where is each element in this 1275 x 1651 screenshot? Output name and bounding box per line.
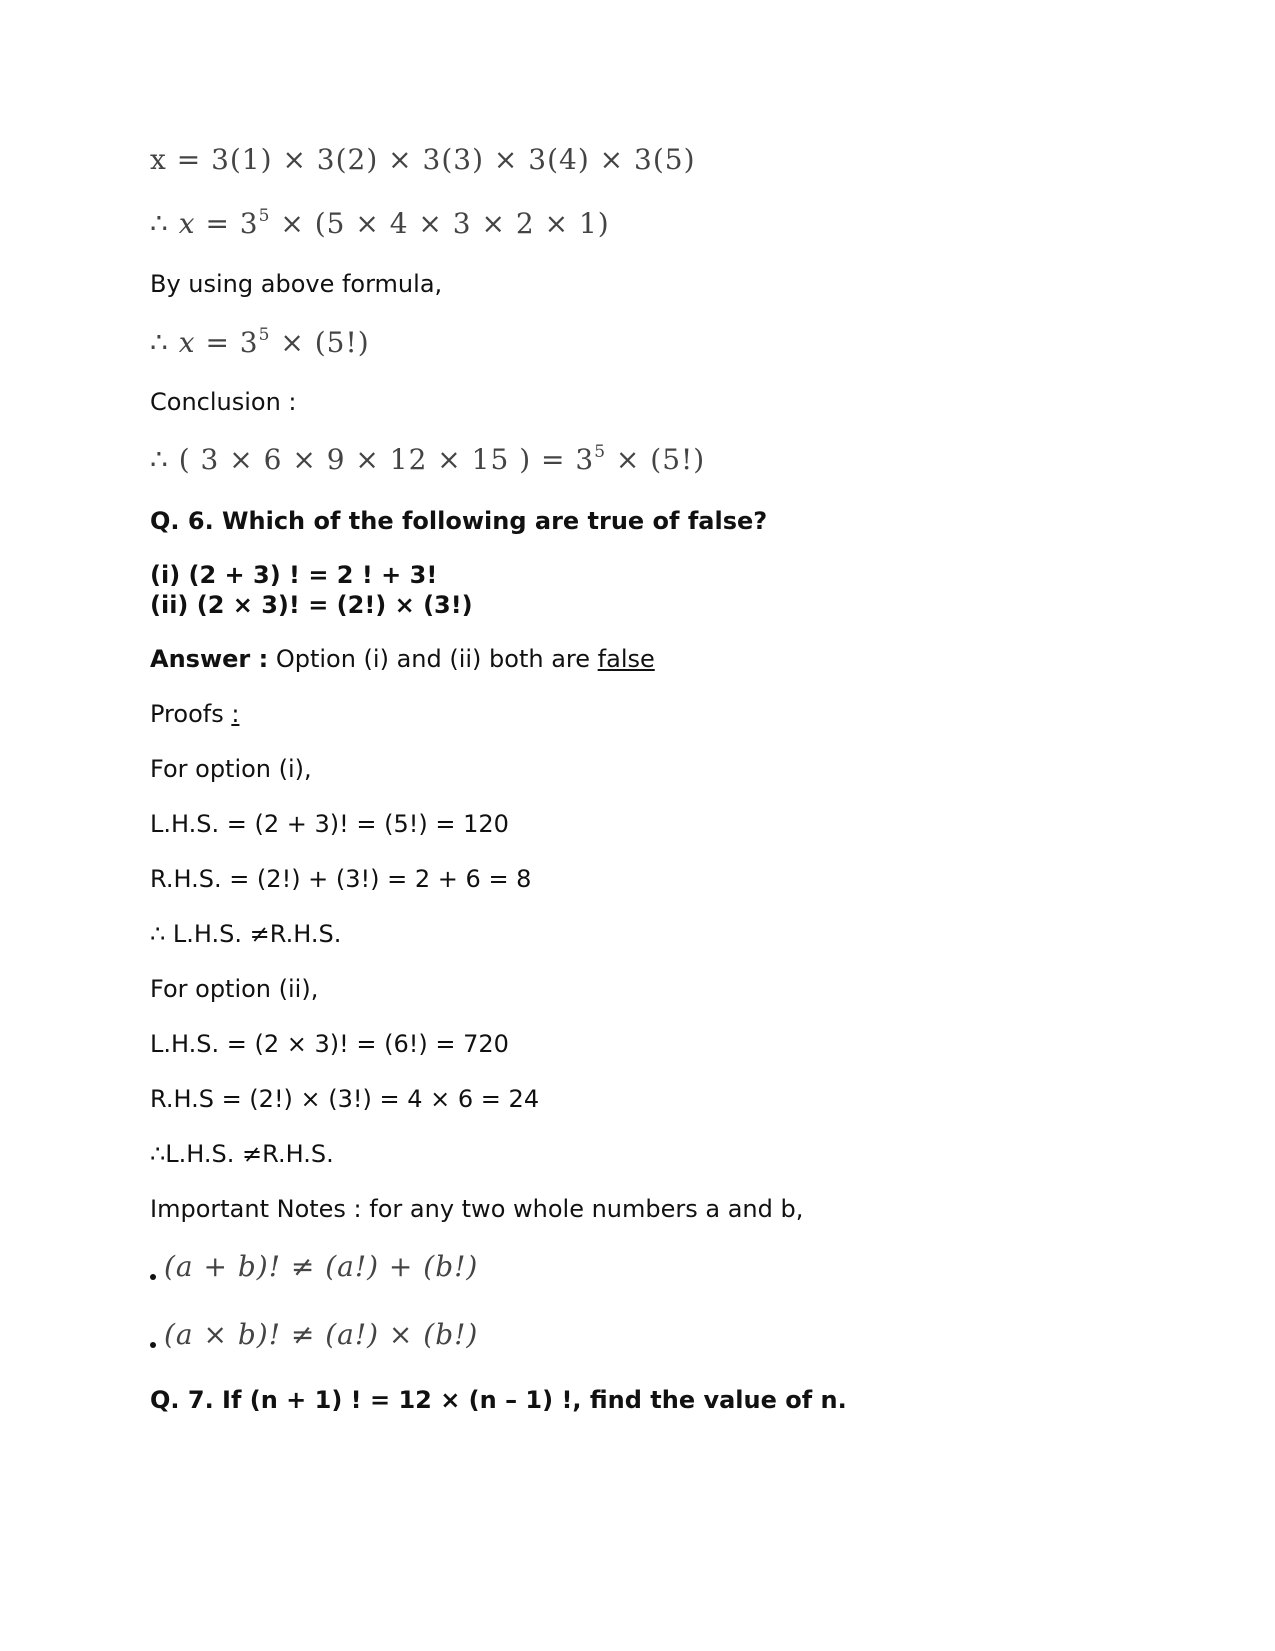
eq3-equals: = 3 — [205, 326, 259, 359]
question-7-title: Q. 7. If (n + 1) ! = 12 × (n – 1) !, find the value of n. — [150, 1386, 847, 1414]
question-6-options — [150, 560, 473, 620]
answer-result: false — [597, 645, 655, 673]
exponent: 5 — [594, 442, 607, 462]
answer-label: Answer : — [150, 645, 269, 673]
proofs-heading — [150, 700, 239, 728]
formula-text: By using above formula, — [150, 270, 443, 298]
option-ii-rhs: R.H.S = (2!) × (3!) = 4 × 6 = 24 — [150, 1085, 540, 1113]
equation-x-product — [150, 143, 696, 176]
option-i-lhs: L.H.S. = (2 + 3)! = (5!) = 120 — [150, 810, 509, 838]
question-6-option-i: (i) (2 + 3) ! = 2 ! + 3! — [150, 561, 438, 589]
eq1-rhs: = 3(1) × 3(2) × 3(3) × 3(4) × 3(5) — [176, 143, 696, 176]
variable-x: x — [178, 207, 196, 240]
question-6-title: Q. 6. Which of the following are true of false? — [150, 507, 768, 535]
exponent: 5 — [258, 325, 271, 345]
bullet-icon — [150, 1342, 156, 1348]
eq3-rest: × (5!) — [280, 326, 370, 359]
bullet-icon — [150, 1274, 156, 1280]
rule-product-text: (a × b)! ≠ (a!) × (b!) — [164, 1318, 479, 1351]
option-ii-lhs: L.H.S. = (2 × 3)! = (6!) = 720 — [150, 1030, 509, 1058]
important-notes: Important Notes : for any two whole numbers a and b, — [150, 1195, 804, 1223]
variable-x: x — [178, 326, 196, 359]
eq2-equals: = 3 — [205, 207, 259, 240]
option-i-rhs: R.H.S. = (2!) + (3!) = 2 + 6 = 8 — [150, 865, 532, 893]
conclusion-label: Conclusion : — [150, 388, 297, 416]
answer-line — [150, 645, 655, 673]
option-i-conclusion: ∴ L.H.S. ≠R.H.S. — [150, 920, 342, 948]
eq4-lhs: ∴ ( 3 × 6 × 9 × 12 × 15 ) = 3 — [150, 443, 595, 476]
eq2-rest: × (5 × 4 × 3 × 2 × 1) — [280, 207, 610, 240]
equation-conclusion — [150, 443, 705, 476]
eq4-rest: × (5!) — [615, 443, 706, 476]
option-i-heading: For option (i), — [150, 755, 312, 783]
note-rule-sum — [150, 1250, 478, 1283]
rule-sum-text: (a + b)! ≠ (a!) + (b!) — [164, 1250, 479, 1283]
exponent: 5 — [258, 206, 271, 226]
proofs-label: Proofs — [150, 700, 232, 728]
note-rule-product — [150, 1318, 478, 1351]
therefore-symbol: ∴ — [150, 326, 169, 359]
option-ii-heading: For option (ii), — [150, 975, 319, 1003]
question-6-option-ii: (ii) (2 × 3)! = (2!) × (3!) — [150, 591, 473, 619]
equation-x-power-expansion — [150, 207, 610, 240]
answer-text: Option (i) and (ii) both are — [268, 645, 598, 673]
eq1-lhs: x — [150, 143, 167, 176]
option-ii-conclusion: ∴L.H.S. ≠R.H.S. — [150, 1140, 334, 1168]
proofs-colon: : — [231, 700, 240, 728]
equation-x-factorial — [150, 326, 370, 359]
therefore-symbol: ∴ — [150, 207, 169, 240]
